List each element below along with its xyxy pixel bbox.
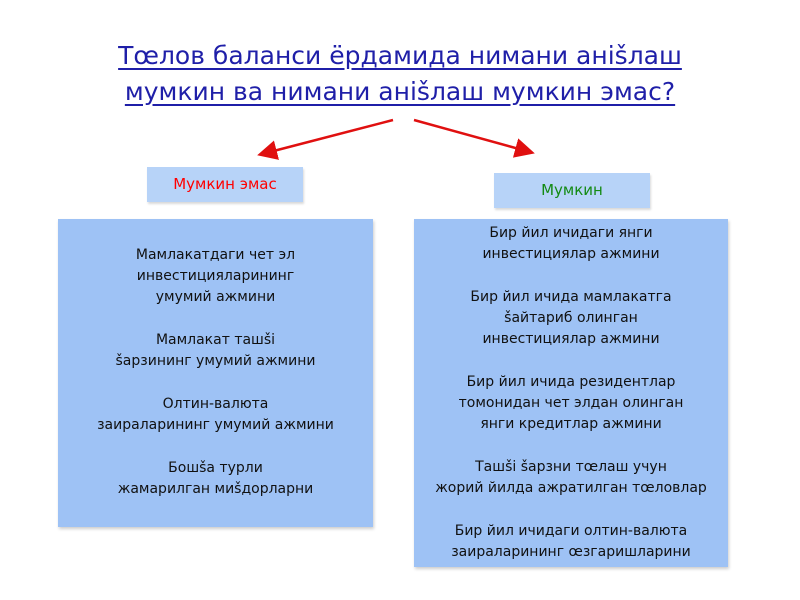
right-item-5-line: Бир йил ичидаги олтин-валюта bbox=[454, 523, 688, 539]
label-not-possible: Мумкин эмас bbox=[147, 167, 303, 202]
label-possible: Мумкин bbox=[494, 173, 650, 208]
not-possible-box bbox=[58, 219, 373, 527]
right-item-4-line: жорий йилда ажратилган тœловлар bbox=[435, 480, 707, 496]
left-item-1-line: инвестицияларининг bbox=[136, 268, 295, 284]
left-item-4 bbox=[58, 458, 373, 500]
right-item-1-line: инвестициялар ажмини bbox=[482, 246, 660, 262]
title-line-1: Тœлов баланси ёрдамида нимани анišлаш bbox=[118, 41, 682, 70]
left-item-2-line: šарзининг умумий ажмини bbox=[115, 353, 316, 369]
left-item-1-line: умумий ажмини bbox=[155, 289, 276, 305]
left-item-4-line: Бошšа турли bbox=[168, 460, 263, 476]
right-item-1-line: Бир йил ичидаги янги bbox=[489, 225, 653, 241]
right-item-4 bbox=[414, 457, 728, 499]
left-item-4-line: жамарилган миšдорларни bbox=[117, 481, 314, 497]
right-item-5 bbox=[414, 521, 728, 563]
left-item-1 bbox=[58, 245, 373, 308]
right-item-2-line: šайтариб олинган bbox=[504, 310, 638, 326]
left-item-1-line: Мамлакатдаги чет эл bbox=[135, 247, 296, 263]
left-item-3-line: заираларининг умумий ажмини bbox=[97, 417, 334, 433]
right-item-4-line: Ташši šарзни тœлаш учун bbox=[475, 459, 667, 475]
right-item-2-line: Бир йил ичида мамлакатга bbox=[470, 289, 672, 305]
right-item-5-line: заираларининг œзгаришларини bbox=[451, 544, 691, 560]
right-item-2 bbox=[414, 287, 728, 350]
left-item-3 bbox=[58, 394, 373, 436]
not-possible-list bbox=[58, 245, 373, 522]
arrow-left bbox=[262, 120, 393, 154]
left-item-2-line: Мамлакат ташši bbox=[155, 332, 276, 348]
title-line-2: мумкин ва нимани анišлаш мумкин эмас? bbox=[124, 77, 676, 106]
possible-box bbox=[414, 219, 728, 567]
right-item-3 bbox=[414, 372, 728, 435]
arrow-right bbox=[414, 120, 530, 152]
right-item-2-line: инвестициялар ажмини bbox=[482, 331, 660, 347]
right-item-3-line: Бир йил ичида резидентлар bbox=[466, 374, 676, 390]
possible-list bbox=[414, 223, 728, 585]
right-item-3-line: томонидан чет элдан олинган bbox=[458, 395, 684, 411]
left-item-3-line: Олтин-валюта bbox=[162, 396, 269, 412]
right-item-3-line: янги кредитлар ажмини bbox=[480, 416, 662, 432]
left-item-2 bbox=[58, 330, 373, 372]
right-item-1 bbox=[414, 223, 728, 265]
